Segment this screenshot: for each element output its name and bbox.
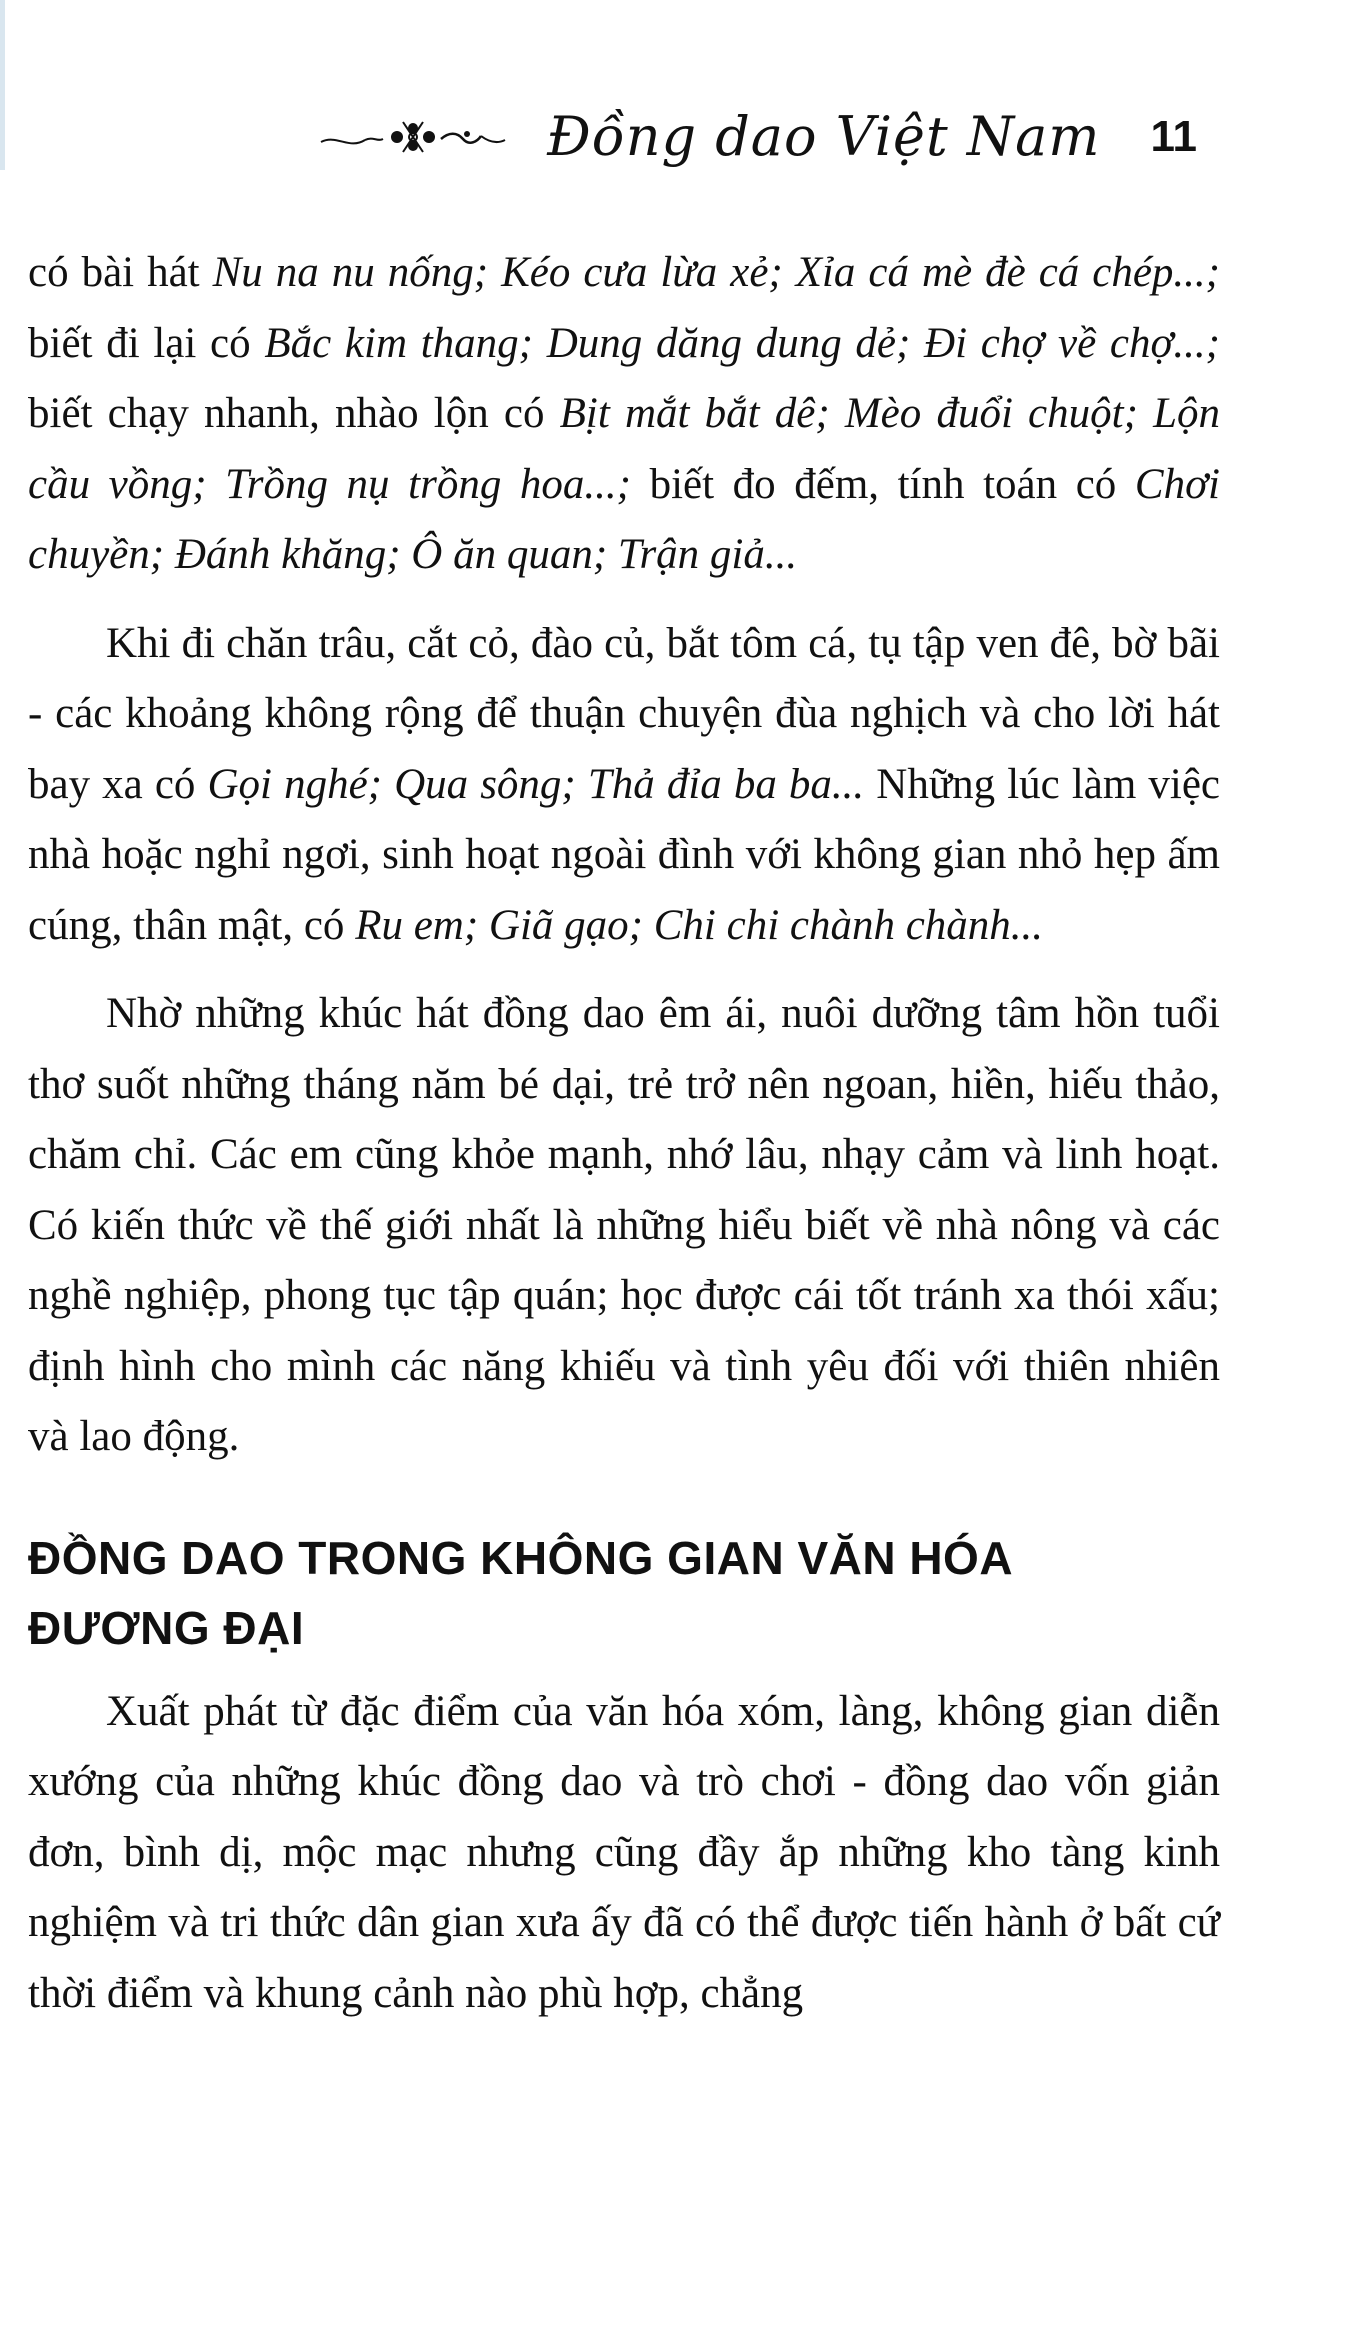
italic-title-run: Bịt mắt bắt dê; Mèo đuổi chuột; Lộn cầu vồng; Trồng nụ trồng hoa...;: [28, 390, 1220, 508]
text-run: Khi đi chăn trâu, cắt cỏ, đào củ, bắt tôm cá, tụ tập ven đê, bờ bãi - các khoảng không rộng để thuận chuyện đùa nghịch và cho lời hát bay xa có: [28, 619, 1220, 808]
italic-title-run: Ru em; Giã gạo; Chi chi chành chành...: [355, 901, 1044, 949]
text-run: biết đi lại có: [28, 319, 265, 367]
page-number: 11: [1150, 111, 1197, 161]
running-header: [317, 105, 1197, 168]
italic-title-run: Bắc kim thang; Dung dăng dung dẻ; Đi chợ về chợ...;: [264, 319, 1220, 367]
italic-title-run: Chơi chuyền; Đánh khăng; Ô ăn quan; Trận giả...: [28, 460, 1220, 578]
paragraph-3: [28, 979, 1220, 1473]
paragraph-2: [28, 609, 1220, 962]
text-run: biết chạy nhanh, nhào lộn có: [28, 390, 560, 437]
italic-title-run: Nu na nu nống; Kéo cưa lừa xẻ; Xỉa cá mè đè cá chép...;: [212, 249, 1221, 296]
text-run: Những lúc làm việc nhà hoặc nghỉ ngơi, sinh hoạt ngoài đình với không gian nhỏ hẹp ấm cúng, thân mật, có: [28, 760, 1220, 949]
body-text: [28, 238, 1220, 2029]
section-heading-line-1: ĐỒNG DAO TRONG KHÔNG GIAN VĂN HÓA: [28, 1531, 1014, 1584]
text-run: biết đo đếm, tính toán có: [630, 460, 1135, 508]
italic-title-run: Gọi nghé; Qua sông; Thả đỉa ba ba...: [207, 760, 865, 808]
text-run: Nhờ những khúc hát đồng dao êm ái, nuôi dưỡng tâm hồn tuổi thơ suốt những tháng năm bé dại, trẻ trở nên ngoan, hiền, hiếu thảo, chăm chỉ. Các em cũng khỏe mạnh, nhớ lâu, nhạy cảm và linh hoạt. Có kiến thức về thế giới nhất là những hiểu biết về nhà nông và các nghề nghiệp, phong tục tập quán; học được cái tốt tránh xa thói xấu; định hình cho mình các năng khiếu và tình yêu đối với thiên nhiên và lao động.: [28, 990, 1220, 1460]
text-run: có bài hát: [28, 249, 213, 296]
running-header-title: Đồng dao Việt Nam: [547, 105, 1101, 168]
section-paragraph: Xuất phát từ đặc điểm của văn hóa xóm, làng, không gian diễn xướng của những khúc đồng dao và trò chơi - đồng dao vốn giản đơn, bình dị, mộc mạc nhưng cũng đầy ắp những kho tàng kinh nghiệm và tri thức dân gian xưa ấy đã có thể được tiến hành ở bất cứ thời điểm và khung cảnh nào phù hợp, chẳng: [28, 1687, 1220, 2017]
floral-ornament-icon: [317, 112, 507, 162]
section-heading: [28, 1523, 1220, 1663]
page-edge-shadow: [0, 0, 5, 170]
section-heading-line-2: ĐƯƠNG ĐẠI: [28, 1601, 305, 1654]
paragraph-1: [28, 238, 1220, 591]
